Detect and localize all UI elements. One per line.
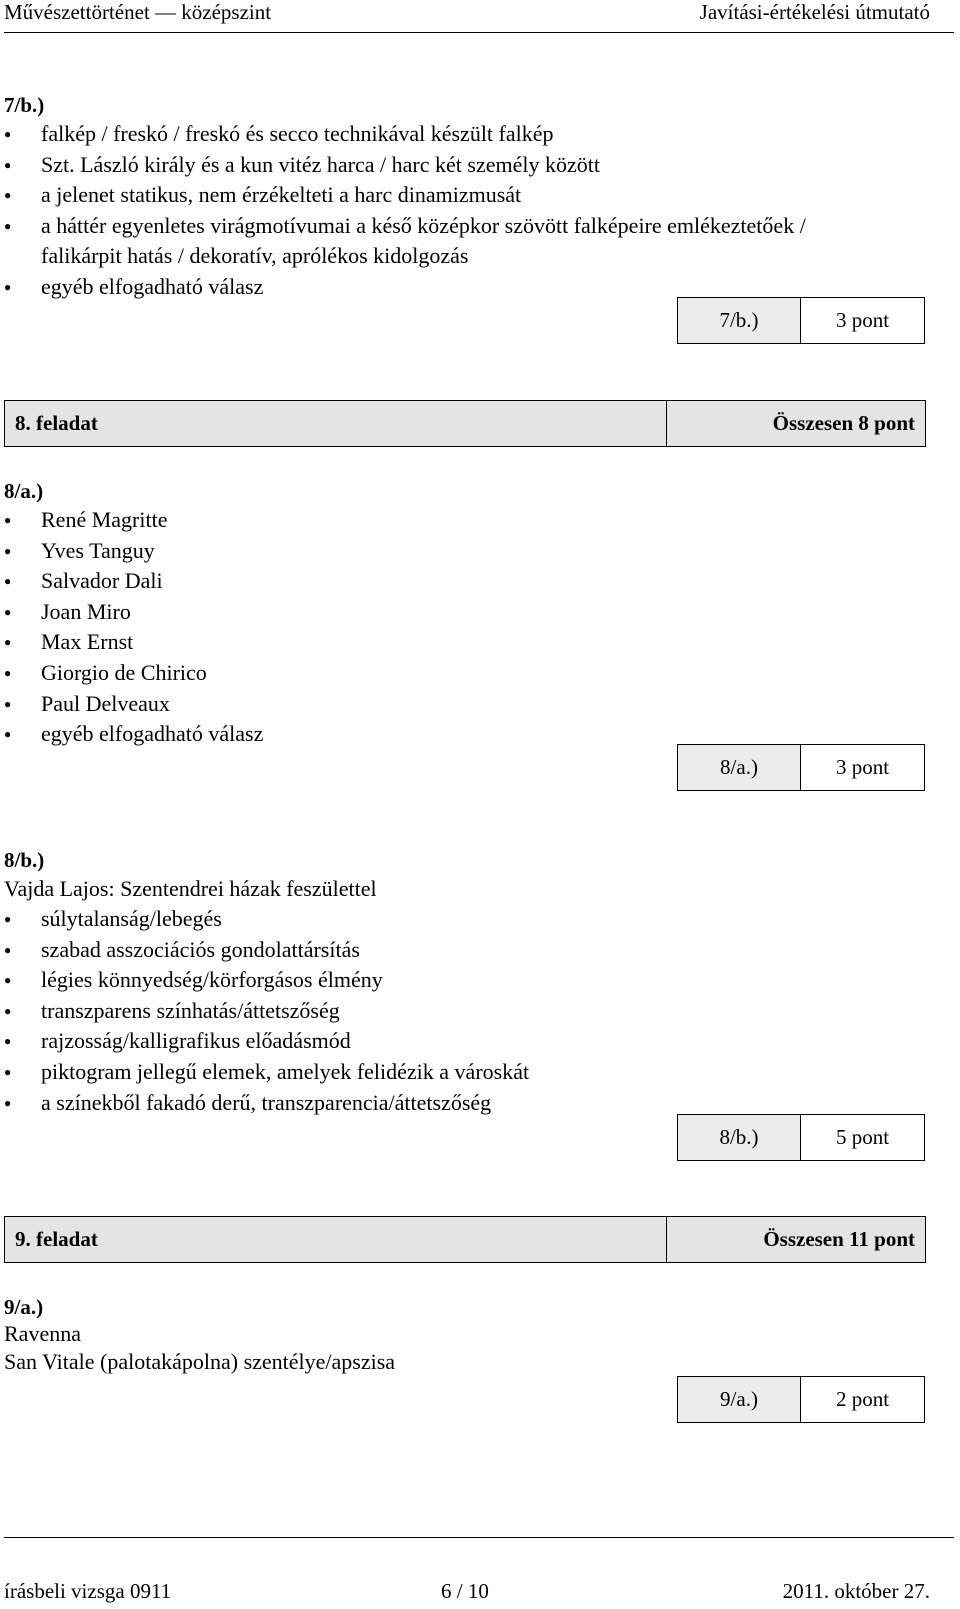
list-item: ● egyéb elfogadható válasz (4, 719, 263, 750)
task-title: 8. feladat (5, 401, 667, 446)
task-title: 9. feladat (5, 1217, 667, 1262)
list-item: ● a színekből fakadó derű, transzparencia/áttetszőség (4, 1088, 529, 1119)
list-item: ● rajzosság/kalligrafikus előadásmód (4, 1026, 529, 1057)
score-value: 5 pont (801, 1115, 924, 1160)
footer-page-number: 6 / 10 (441, 1579, 489, 1603)
list-item: ● Giorgio de Chirico (4, 658, 263, 689)
answer-list-8a (4, 505, 263, 750)
question-label-9a: 9/a.) (4, 1295, 44, 1319)
footer-rule (4, 1537, 954, 1538)
answer-list-8b (4, 904, 529, 1118)
question-label-8a: 8/a.) (4, 479, 44, 503)
list-item: ● a jelenet statikus, nem érzékelteti a harc dinamizmusát (4, 180, 806, 211)
answer-line: San Vitale (palotakápolna) szentélye/apszisa (4, 1349, 396, 1374)
score-value: 3 pont (801, 298, 924, 343)
task-total: Összesen 8 pont (772, 411, 915, 435)
list-item: ● a háttér egyenletes virágmotívumai a késő középkor szövött falképeire emlékeztetőek / (4, 211, 806, 242)
list-item: ● transzparens színhatás/áttetszőség (4, 996, 529, 1027)
list-item: ● Paul Delveaux (4, 689, 263, 720)
list-item: ● René Magritte (4, 505, 263, 536)
score-box-7b (677, 297, 925, 344)
header-doc-type: Javítási-értékelési útmutató (699, 0, 930, 24)
list-item: ● Yves Tanguy (4, 536, 263, 567)
list-item: ● Max Ernst (4, 627, 263, 658)
list-item-continuation: falikárpit hatás / dekoratív, aprólékos kidolgozás (41, 243, 469, 269)
score-box-9a (677, 1376, 925, 1423)
score-label: 7/b.) (678, 298, 801, 343)
score-value: 3 pont (801, 745, 924, 790)
footer-exam-code: írásbeli vizsga 0911 (4, 1579, 172, 1603)
list-item: ● Szt. László király és a kun vitéz harca / harc két személy között (4, 150, 806, 181)
footer-date: 2011. október 27. (782, 1579, 930, 1603)
task-header-9 (4, 1216, 926, 1263)
score-value: 2 pont (801, 1377, 924, 1422)
list-item: ● szabad asszociációs gondolattársítás (4, 935, 529, 966)
task-header-8 (4, 400, 926, 447)
score-label: 8/b.) (678, 1115, 801, 1160)
question-label-8b: 8/b.) (4, 848, 45, 872)
answer-line: Ravenna (4, 1321, 81, 1346)
score-box-8b (677, 1114, 925, 1161)
score-box-8a (677, 744, 925, 791)
header-subject: Művészettörténet — középszint (4, 0, 272, 24)
score-label: 9/a.) (678, 1377, 801, 1422)
artwork-title: Vajda Lajos: Szentendrei házak feszülettel (4, 876, 377, 901)
score-label: 8/a.) (678, 745, 801, 790)
answer-list-7b (4, 119, 806, 303)
list-item: ● súlytalanság/lebegés (4, 904, 529, 935)
list-item: ● egyéb elfogadható válasz (4, 272, 806, 303)
task-total: Összesen 11 pont (763, 1227, 915, 1251)
list-item: ● Joan Miro (4, 597, 263, 628)
question-label-7b: 7/b.) (4, 93, 45, 117)
list-item: ● piktogram jellegű elemek, amelyek felidézik a városkát (4, 1057, 529, 1088)
header-rule (4, 32, 954, 33)
list-item: ● légies könnyedség/körforgásos élmény (4, 965, 529, 996)
list-item: ● Salvador Dali (4, 566, 263, 597)
list-item: ● falkép / freskó / freskó és secco technikával készült falkép (4, 119, 806, 150)
